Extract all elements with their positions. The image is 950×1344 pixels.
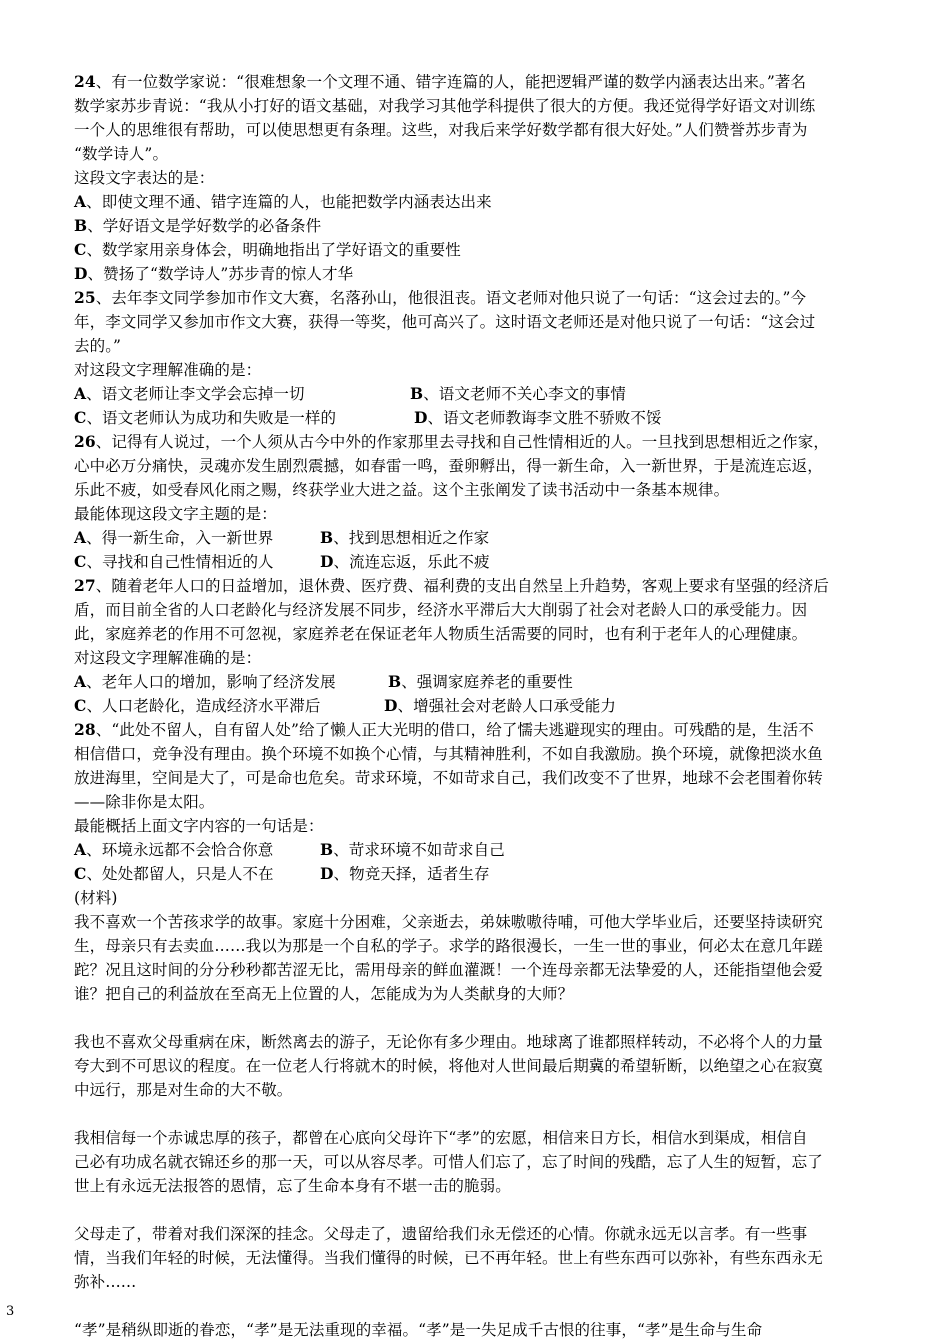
question-prompt: 对这段文字理解准确的是：: [74, 649, 262, 667]
option-a: A、语文老师让李文学会忘掉一切: [74, 384, 305, 403]
material-label: (材料): [74, 889, 118, 907]
question-stem-line: 28、“此处不留人，自有留人处”给了懒人正大光明的借口，给了懦夫逃避现实的理由。可残酷的是，生活不: [74, 720, 814, 739]
option-row: [74, 550, 880, 574]
option-row: [74, 694, 880, 718]
option-c: C、人口老龄化，造成经济水平滞后: [74, 696, 321, 715]
option-row: [74, 406, 880, 430]
question-26: [74, 430, 880, 574]
question-number: 28: [74, 720, 96, 739]
option-b: B、强调家庭养老的重要性: [388, 672, 573, 691]
question-stem-line: 27、随着老年人口的日益增加，退休费、医疗费、福利费的支出自然呈上升趋势，客观上要求有坚强的经济后: [74, 576, 829, 595]
question-stem-line: 去的。”: [74, 337, 122, 355]
option-d: D、物竞天择，适者生存: [320, 864, 490, 883]
question-stem-line: 一个人的思维很有帮助，可以使思想更有条理。这些，对我后来学好数学都有很大好处。”人们赞誉苏步青为: [74, 121, 808, 139]
option-a: A、老年人口的增加，影响了经济发展: [74, 672, 336, 691]
option-row: [74, 382, 880, 406]
question-prompt: 最能概括上面文字内容的一句话是：: [74, 817, 324, 835]
material-paragraph-2: 我也不喜欢父母重病在床，断然离去的游子，无论你有多少理由。地球离了谁都照样转动，不必将个人的力量 夸大到不可思议的程度。在一位老人行将就木的时候，将他对人世间最后期冀的希望斩断，以绝望之心在寂寞 中远行，那是对生命的大不敬。: [74, 1033, 823, 1099]
question-prompt: 对这段文字理解准确的是：: [74, 361, 262, 379]
question-25: [74, 286, 880, 430]
option-d: D、流连忘返，乐此不疲: [320, 552, 490, 571]
question-stem-line: 心中必万分痛快，灵魂亦发生剧烈震撼，如春雷一鸣，蚕卵孵出，得一新生命，入一新世界，于是流连忘返，: [74, 457, 823, 475]
option-b: B、语文老师不关心李文的事情: [410, 384, 627, 403]
material-paragraph-3: 我相信每一个赤诚忠厚的孩子，都曾在心底向父母许下“孝”的宏愿，相信来日方长，相信水到渠成，相信自 己必有功成名就衣锦还乡的那一天，可以从容尽孝。可惜人们忘了，忘了时间的残酷，忘了人生的短暂，忘了 世上有永远无法报答的恩情，忘了生命本身有不堪一击的脆弱。: [74, 1129, 823, 1195]
material-paragraph-1: 我不喜欢一个苦孩求学的故事。家庭十分困难，父亲逝去，弟妹嗷嗷待哺，可他大学毕业后，还要坚持读研究 生，母亲只有去卖血……我以为那是一个自私的学子。求学的路很漫长，一生一世的事业，何必太在意几年蹉 跎？况且这时间的分分秒秒都苦涩无比，需用母亲的鲜血灌溉！一个连母亲都无法挚爱的人，还能指望他会爱 谁？把自己的利益放在至高无上位置的人，怎能成为为人类献身的大师？: [74, 913, 823, 1003]
question-stem-line: 乐此不疲，如受春风化雨之赐，终获学业大进之益。这个主张阐发了读书活动中一条基本规律。: [74, 481, 730, 499]
question-number: 26: [74, 432, 96, 451]
question-number: 25: [74, 288, 96, 307]
option-row: [74, 838, 880, 862]
question-24: [74, 70, 880, 286]
question-stem-line: 数学家苏步青说：“我从小打好的语文基础，对我学习其他学科提供了很大的方便。我还觉得学好语文对训练: [74, 97, 816, 115]
option-row: [74, 862, 880, 886]
option-b: B、学好语文是学好数学的必备条件: [74, 216, 322, 235]
material-paragraph-5: “孝”是稍纵即逝的眷恋，“孝”是无法重现的幸福。“孝”是一失足成千古恨的往事，“孝”是生命与生命: [74, 1321, 763, 1339]
option-a: A、得一新生命，入一新世界: [74, 528, 274, 547]
question-27: [74, 574, 880, 718]
question-stem-line: 放进海里，空间是大了，可是命也危矣。苛求环境，不如苛求自己，我们改变不了世界，地球不会老围着你转: [74, 769, 823, 787]
material-paragraph-4: 父母走了，带着对我们深深的挂念。父母走了，遗留给我们永无偿还的心情。你就永远无以言孝。有一些事 情，当我们年轻的时候，无法懂得。当我们懂得的时候，已不再年轻。世上有些东西可以弥补，有些东西永无 弥补……: [74, 1225, 823, 1291]
option-c: C、寻找和自己性情相近的人: [74, 552, 274, 571]
option-d: D、语文老师教诲李文胜不骄败不馁: [414, 408, 662, 427]
question-prompt: 最能体现这段文字主题的是：: [74, 505, 277, 523]
question-number: 24: [74, 72, 96, 91]
question-prompt: 这段文字表达的是：: [74, 169, 215, 187]
question-stem-line: 此，家庭养老的作用不可忽视，家庭养老在保证老年人物质生活需要的同时，也有利于老年人的心理健康。: [74, 625, 808, 643]
question-number: 27: [74, 576, 96, 595]
option-c: C、语文老师认为成功和失败是一样的: [74, 408, 337, 427]
option-d: D、赞扬了“数学诗人”苏步青的惊人才华: [74, 264, 354, 283]
option-row: [74, 526, 880, 550]
question-stem-line: 26、记得有人说过，一个人须从古今中外的作家那里去寻找和自己性情相近的人。一旦找到思想相近之作家，: [74, 432, 829, 451]
question-28: [74, 718, 880, 886]
question-stem-line: ——除非你是太阳。: [74, 793, 215, 811]
page-number: 3: [6, 1304, 15, 1319]
option-d: D、增强社会对老龄人口承受能力: [384, 696, 616, 715]
question-stem-line: 24、有一位数学家说：“很难想象一个文理不通、错字连篇的人，能把逻辑严谨的数学内涵表达出来。”著名: [74, 72, 807, 91]
option-row: [74, 670, 880, 694]
question-stem-line: 年，李文同学又参加市作文大赛，获得一等奖，他可高兴了。这时语文老师还是对他只说了一句话：“这会过: [74, 313, 816, 331]
question-stem-line: 25、去年李文同学参加市作文大赛，名落孙山，他很沮丧。语文老师对他只说了一句话：“这会过去的。”今: [74, 288, 807, 307]
document-body: [74, 70, 880, 1342]
question-stem-line: 盾，而目前全省的人口老龄化与经济发展不同步，经济水平滞后大大削弱了社会对老龄人口的承受能力。因: [74, 601, 808, 619]
option-b: B、找到思想相近之作家: [320, 528, 490, 547]
question-stem-line: 相信借口，竞争没有理由。换个环境不如换个心情，与其精神胜利，不如自我激励。换个环境，就像把淡水鱼: [74, 745, 823, 763]
option-b: B、苛求环境不如苛求自己: [320, 840, 505, 859]
option-a: A、即使文理不通、错字连篇的人，也能把数学内涵表达出来: [74, 192, 492, 211]
option-c: C、数学家用亲身体会，明确地指出了学好语文的重要性: [74, 240, 461, 259]
option-a: A、环境永远都不会恰合你意: [74, 840, 274, 859]
question-stem-line: “数学诗人”。: [74, 145, 169, 163]
option-c: C、处处都留人，只是人不在: [74, 864, 274, 883]
